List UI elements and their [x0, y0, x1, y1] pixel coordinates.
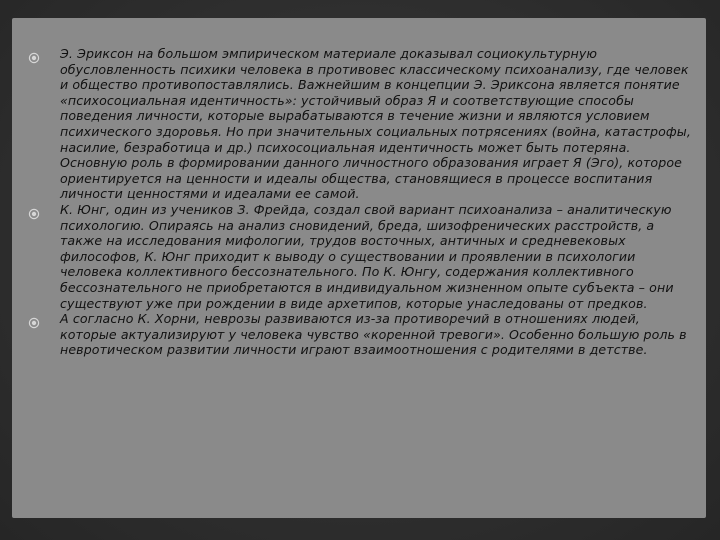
bullet-target-icon	[28, 49, 40, 61]
bullet-target-icon	[28, 205, 40, 217]
bullet-text: Э. Эриксон на большом эмпирическом материале доказывал социокультурную обусловленность психики человека в противовес классическому психоанализу, где человек и общество противопоставлялись. Важнейшим в концепции Э. Эриксона является понятие «психосоциальная идентичность»: устойчивый образ Я и соответствующие способы поведения личности, которые вырабатываются в течение жизни и являются условием психического здоровья. Но при значительных социальных потрясениях (война, катастрофы, насилие, безработица и др.) психосоциальная идентичность может быть потеряна. Основную роль в формировании данного личностного образования играет Я (Эго), которое ориентируется на ценности и идеалы общества, становящиеся в процессе воспитания личности ценностями и идеалами ее самой.	[60, 46, 691, 202]
bullet-item-jung	[12, 202, 706, 311]
bullet-list	[12, 46, 706, 358]
bullet-target-icon	[28, 314, 40, 326]
bullet-item-horney	[12, 311, 706, 358]
bullet-text: А согласно К. Хорни, неврозы развиваются из-за противоречий в отношениях людей, которые актуализируют у человека чувство «коренной тревоги». Особенно большую роль в невротическом развитии личности играют взаимоотношения с родителями в детстве.	[60, 311, 687, 358]
bullet-text: К. Юнг, один из учеников З. Фрейда, создал свой вариант психоанализа – аналитическую психологию. Опираясь на анализ сновидений, бреда, шизофренических расстройств, а также на исследования мифологии, трудов восточных, античных и средневековых философов, К. Юнг приходит к выводу о существовании и проявлении в психологии человека коллективного бессознательного. По К. Юнгу, содержания коллективного бессознательного не приобретаются в индивидуальном жизненном опыте субъекта – они существуют уже при рождении в виде архетипов, которые унаследованы от предков.	[60, 201, 674, 311]
content-panel	[12, 18, 706, 518]
bullet-item-erikson	[12, 46, 706, 202]
